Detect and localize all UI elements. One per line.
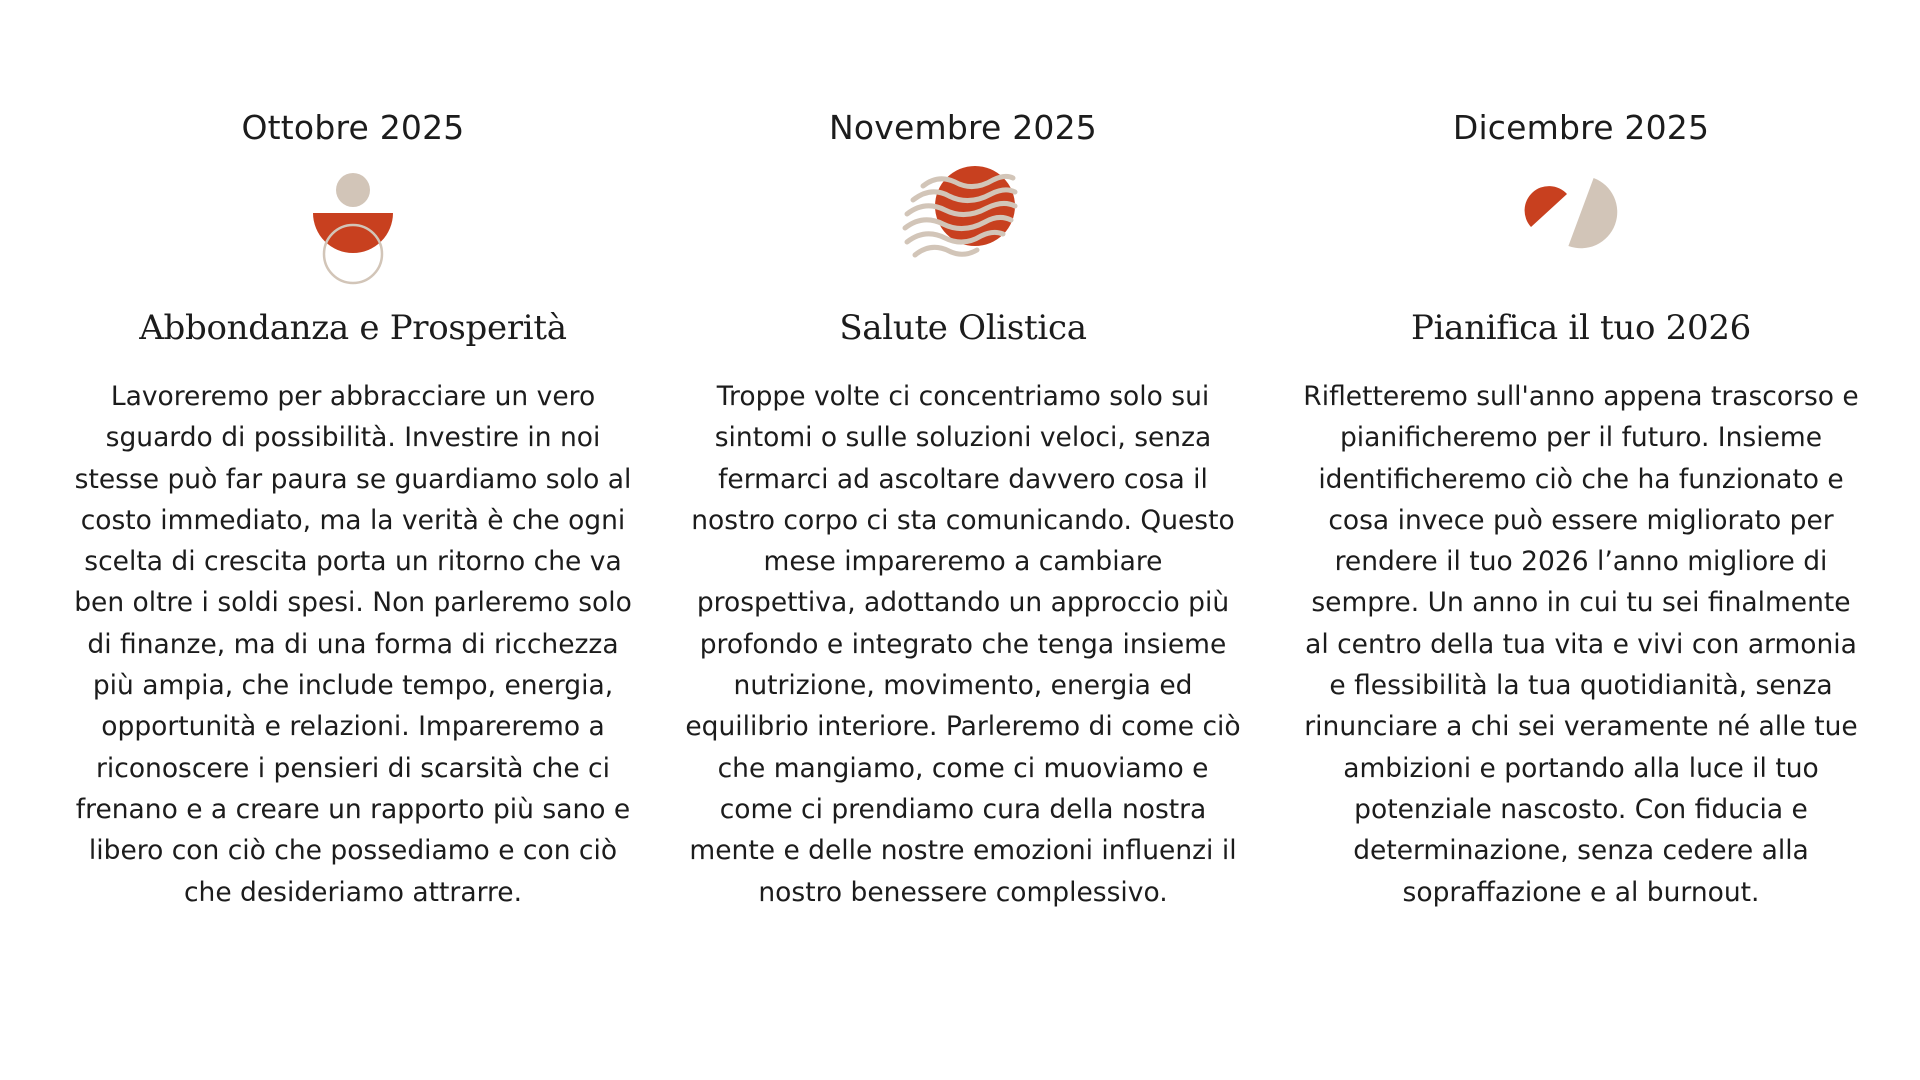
column-november [683, 0, 1243, 1080]
split-circle-icon [1501, 162, 1661, 292]
section-title: Pianifica il tuo 2026 [1411, 308, 1751, 348]
column-december [1301, 0, 1861, 1080]
half-circle-with-ring-icon [273, 162, 433, 292]
section-title: Abbondanza e Prosperità [139, 308, 567, 348]
column-october [73, 0, 633, 1080]
section-title: Salute Olistica [839, 308, 1087, 348]
section-text: Rifletteremo sull'anno appena trascorso e pianificheremo per il futuro. Insieme identificheremo ciò che ha funzionato e cosa invece può essere migliorato per rendere il tuo 2026 l’anno migliore di sempre. Un anno in cui tu sei finalmente al centro della tua vita e vivi con armonia e flessibilità la tua quotidianità, senza rinunciare a chi sei veramente né alle tue ambizioni e portando alla luce il tuo potenziale nascosto. Con fiducia e determinazione, senza cedere alla sopraffazione e al burnout. [1303, 381, 1859, 908]
section-text: Troppe volte ci concentriamo solo sui sintomi o sulle soluzioni veloci, senza fermarci ad ascoltare davvero cosa il nostro corpo ci sta comunicando. Questo mese impareremo a cambiare prospettiva, adottando un approccio più profondo e integrato che tenga insieme nutrizione, movimento, energia ed equilibrio interiore. Parleremo di come ciò che mangiamo, come ci muoviamo e come ci prendiamo cura della nostra mente e delle nostre emozioni influenzi il nostro benessere complessivo. [685, 381, 1241, 908]
section-text: Lavoreremo per abbracciare un vero sguardo di possibilità. Investire in noi stesse può far paura se guardiamo solo al costo immediato, ma la verità è che ogni scelta di crescita porta un ritorno che va ben oltre i soldi spesi. Non parleremo solo di finanze, ma di una forma di ricchezza più ampia, che include tempo, energia, opportunità e relazioni. Impareremo a riconoscere i pensieri di scarsità che ci frenano e a creare un rapporto più sano e libero con ciò che possediamo e con ciò che desideriamo attrarre. [74, 381, 632, 908]
month-heading: Novembre 2025 [828, 108, 1098, 147]
sun-with-waves-icon [883, 162, 1043, 292]
month-heading: Dicembre 2025 [1452, 108, 1710, 147]
month-heading: Ottobre 2025 [241, 108, 465, 147]
